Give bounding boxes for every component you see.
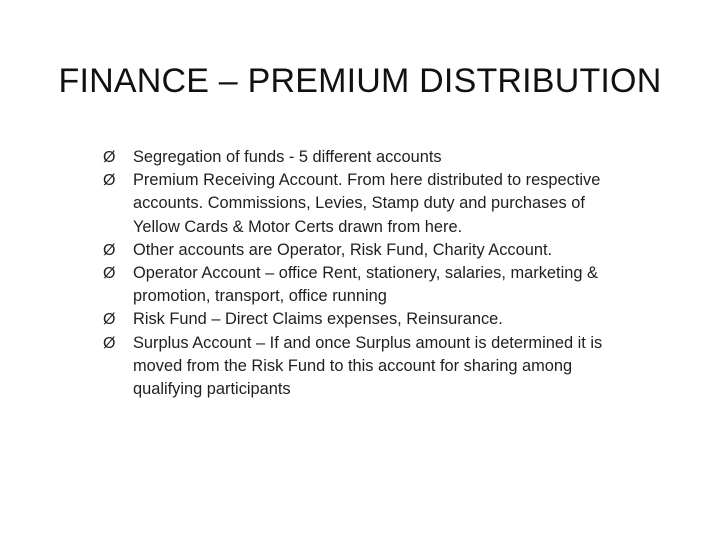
arrowhead-bullet-icon: Ø [103, 265, 116, 283]
arrowhead-bullet-icon: Ø [103, 172, 116, 190]
list-item [103, 239, 633, 262]
arrowhead-bullet-icon: Ø [103, 311, 116, 329]
bullet-text: Segregation of funds - 5 different accounts [133, 148, 442, 166]
list-item [103, 169, 633, 239]
arrowhead-bullet-icon: Ø [103, 334, 116, 352]
bullet-text: Risk Fund – Direct Claims expenses, Reinsurance. [133, 310, 503, 329]
bullet-text: Surplus Account – If and once Surplus amount is determined it is moved from the Risk Fund to this account for sharing among qualifying participants [133, 333, 603, 399]
list-item [103, 308, 633, 331]
list-item [103, 332, 633, 402]
list-item [103, 262, 633, 308]
bullet-text: Other accounts are Operator, Risk Fund, Charity Account. [133, 240, 553, 259]
arrowhead-bullet-icon: Ø [103, 149, 116, 166]
bullet-text: Operator Account – office Rent, stationery, salaries, marketing & promotion, transport, office running [133, 264, 598, 306]
bullet-list [103, 146, 633, 401]
list-item [103, 146, 633, 169]
bullet-text: Premium Receiving Account. From here distributed to respective accounts. Commissions, Levies, Stamp duty and purchases of Yellow Cards & Motor Certs drawn from here. [133, 171, 601, 236]
slide-title: FINANCE – PREMIUM DISTRIBUTION [58, 62, 662, 100]
arrowhead-bullet-icon: Ø [103, 241, 116, 259]
